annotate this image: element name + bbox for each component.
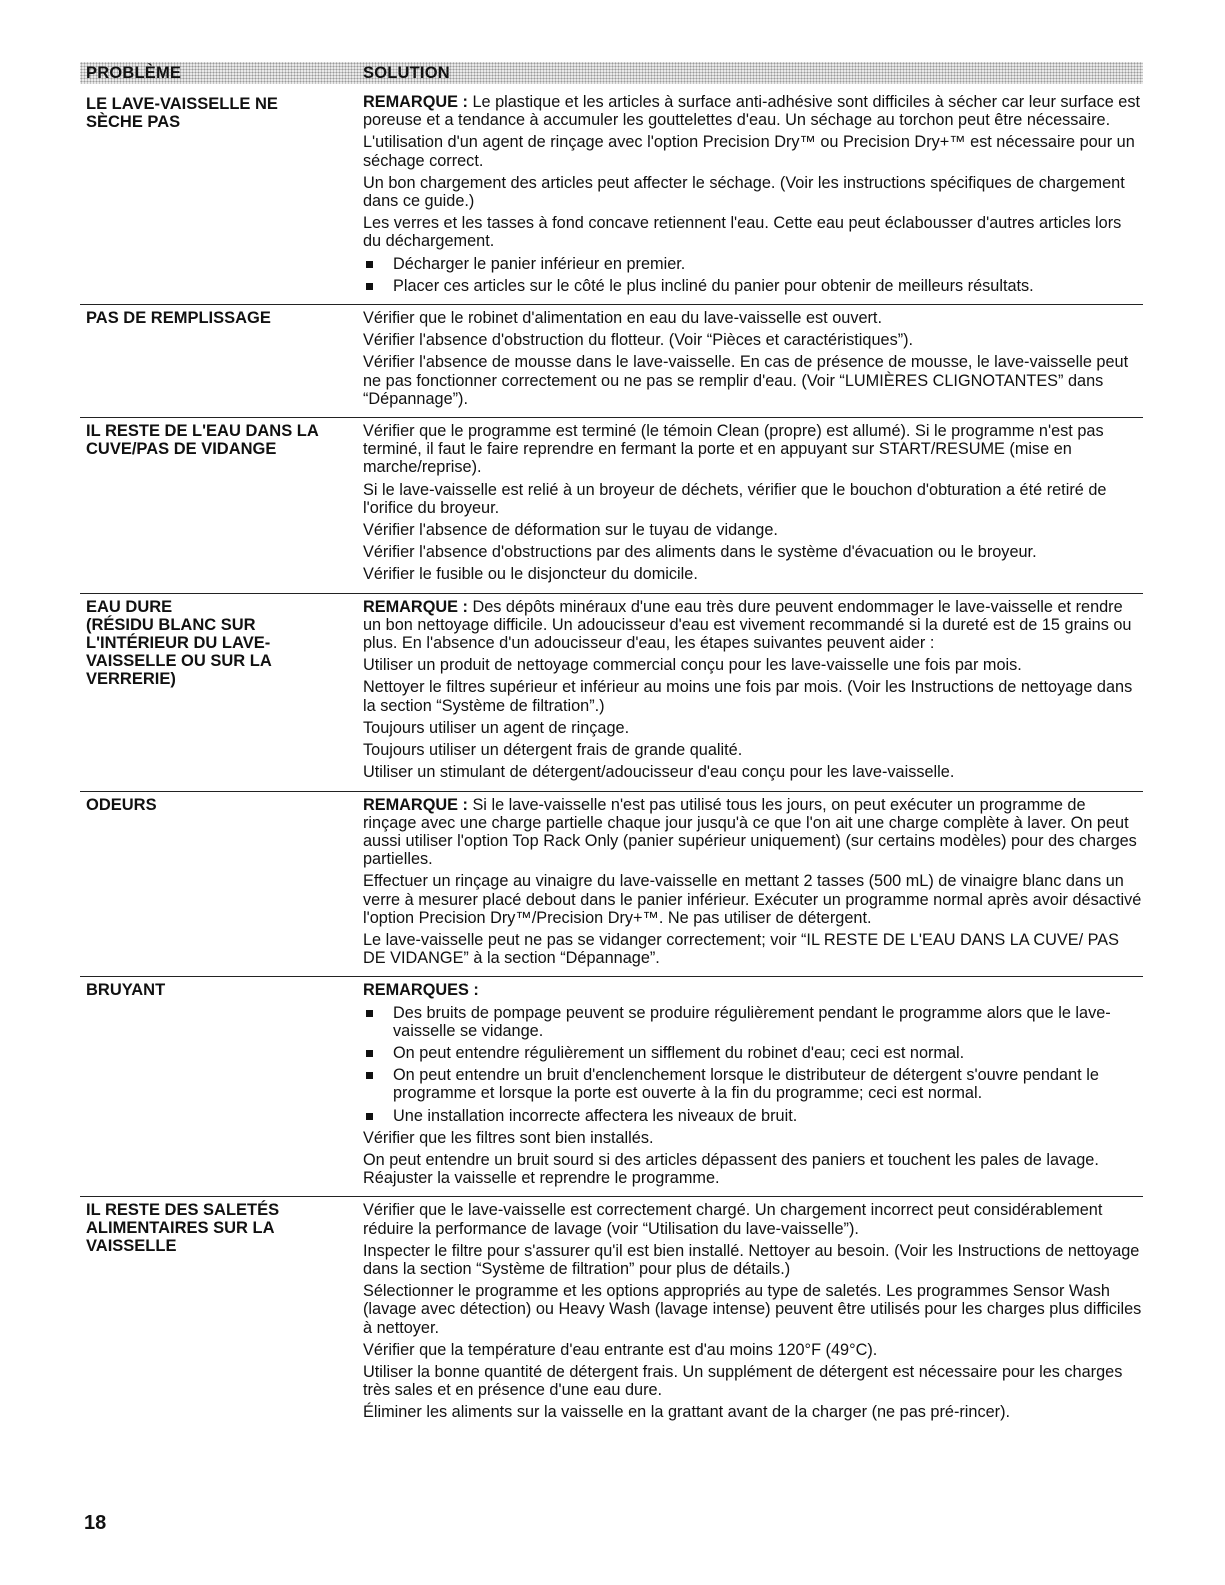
problem-line: CUVE/PAS DE VIDANGE [86, 440, 277, 459]
problem-cell [86, 1201, 346, 1255]
solution-paragraph [363, 1363, 1143, 1399]
remark-label: REMARQUES : [363, 981, 479, 1000]
table-row [80, 976, 1143, 1196]
solution-text: Le lave-vaisselle peut ne pas se vidanger correctement; voir “IL RESTE DE L'EAU DANS LA CUVE/ PAS DE VIDANGE” à la section “Dépannage”. [363, 930, 1119, 968]
solution-paragraph [363, 1341, 1143, 1359]
solution-paragraph [363, 309, 1143, 327]
solution-paragraph [363, 521, 1143, 539]
remark-label: REMARQUE : [363, 93, 468, 111]
problem-cell [86, 796, 346, 814]
solution-text: Toujours utiliser un agent de rinçage. [363, 718, 630, 737]
problem-line: EAU DURE [86, 597, 173, 616]
table-header-bar [80, 62, 1143, 84]
table-row [80, 593, 1143, 791]
solution-cell [363, 309, 1143, 417]
solution-paragraph [363, 543, 1143, 561]
solution-text: Placer ces articles sur le côté le plus incliné du panier pour obtenir de meilleurs résultats. [393, 276, 1034, 295]
solution-paragraph [363, 719, 1143, 737]
problem-line: VERRERIE) [86, 669, 176, 688]
bullet-item [363, 255, 1143, 273]
solution-text: L'utilisation d'un agent de rinçage avec l'option Precision Dry™ ou Precision Dry+™ est nécessaire pour un séchage correct. [363, 133, 1135, 170]
problem-line: PAS DE REMPLISSAGE [86, 309, 271, 328]
problem-cell [86, 981, 346, 999]
problem-line: VAISSELLE [86, 1237, 177, 1256]
table-row [80, 791, 1143, 977]
solution-paragraph [363, 656, 1143, 674]
solution-paragraph [363, 1151, 1143, 1187]
solution-paragraph [363, 133, 1143, 169]
solution-paragraph [363, 741, 1143, 759]
solution-text: Vérifier que les filtres sont bien installés. [363, 1128, 654, 1147]
solution-paragraph [363, 678, 1143, 714]
solution-text: Vérifier le fusible ou le disjoncteur du domicile. [363, 565, 698, 584]
solution-text: Décharger le panier inférieur en premier. [393, 254, 686, 273]
bullet-square-icon [366, 1050, 373, 1057]
table-row [80, 91, 1143, 304]
bullet-item [363, 1004, 1143, 1040]
problem-line: SÈCHE PAS [86, 113, 181, 131]
bullet-square-icon [366, 261, 373, 268]
solution-text: Si le lave-vaisselle est relié à un broyeur de déchets, vérifier que le bouchon d'obturation a été retiré de l'orifice du broyeur. [363, 480, 1107, 517]
solution-cell [363, 981, 1143, 1196]
solution-text: Effectuer un rinçage au vinaigre du lave-vaisselle en mettant 2 tasses (500 mL) de vinaigre blanc dans un verre à mesurer placé debout dans le panier inférieur. Exécuter un programme normal après avoir désactivé l'option Precision Dry™/Precision Dry+™. Ne pas utiliser de détergent. [363, 872, 1142, 927]
solution-cell [363, 796, 1143, 977]
solution-text: Éliminer les aliments sur la vaisselle en la grattant avant de la charger (ne pas pré-rincer). [363, 1403, 1011, 1422]
bullet-item [363, 1107, 1143, 1125]
remark-label: REMARQUE : [363, 597, 468, 616]
solution-paragraph [363, 931, 1143, 967]
solution-paragraph [363, 763, 1143, 781]
solution-cell [363, 422, 1143, 593]
problem-line: ODEURS [86, 795, 157, 814]
solution-text: On peut entendre un bruit sourd si des articles dépassent des paniers et touchent les pales de lavage. Réajuster la vaisselle et reprendre le programme. [363, 1150, 1099, 1188]
solution-text: Utiliser un stimulant de détergent/adoucisseur d'eau conçu pour les lave-vaisselle. [363, 763, 955, 782]
solution-text: Toujours utiliser un détergent frais de grande qualité. [363, 741, 743, 760]
solution-text: Vérifier l'absence de déformation sur le tuyau de vidange. [363, 521, 778, 540]
troubleshooting-table [80, 91, 1143, 1431]
solution-text: Utiliser un produit de nettoyage commercial conçu pour les lave-vaisselle une fois par mois. [363, 656, 1022, 675]
bullet-square-icon [366, 1113, 373, 1120]
solution-text: On peut entendre un bruit d'enclenchement lorsque le distributeur de détergent s'ouvre pendant le programme et lorsque la porte est ouverte à la fin du programme; ceci est normal. [393, 1066, 1099, 1103]
bullet-square-icon [366, 283, 373, 290]
bullet-square-icon [366, 1072, 373, 1079]
problem-cell [86, 309, 346, 327]
solution-text: Vérifier que la température d'eau entrante est d'au moins 120°F (49°C). [363, 1340, 878, 1359]
solution-text: Sélectionner le programme et les options appropriés au type de saletés. Les programmes Sensor Wash (lavage avec détection) ou Heavy Wash (lavage intense) peuvent être utilisés pour les charges plus difficiles à nettoyer. [363, 1282, 1142, 1337]
solution-text: Vérifier l'absence d'obstructions par des aliments dans le système d'évacuation ou le broyeur. [363, 543, 1037, 562]
problem-line: L'INTÉRIEUR DU LAVE- [86, 633, 271, 652]
solution-cell [363, 1201, 1143, 1430]
solution-text: Un bon chargement des articles peut affecter le séchage. (Voir les instructions spécifiques de chargement dans ce guide.) [363, 173, 1125, 211]
solution-paragraph [363, 353, 1143, 408]
solution-text: Des dépôts minéraux d'une eau très dure peuvent endommager le lave-vaisselle et rendre un bon nettoyage difficile. Un adoucisseur d'eau est vivement recommandé si la dureté est de 15 grains ou plus. En l'absence d'un adoucisseur d'eau, les étapes suivantes peuvent aider : [363, 597, 1132, 653]
column-header-solution: SOLUTION [363, 64, 450, 82]
solution-text: Vérifier que le lave-vaisselle est correctement chargé. Un chargement incorrect peut considérablement réduire la performance de lavage (voir “Utilisation du lave-vaisselle”). [363, 1201, 1103, 1238]
solution-text: Des bruits de pompage peuvent se produire régulièrement pendant le programme alors que le lave-vaisselle se vidange. [393, 1003, 1111, 1040]
solution-paragraph [363, 422, 1143, 477]
solution-text: Vérifier l'absence d'obstruction du flotteur. (Voir “Pièces et caractéristiques”). [363, 331, 914, 350]
bullet-item [363, 1044, 1143, 1062]
solution-paragraph [363, 1129, 1143, 1147]
remark-label: REMARQUE : [363, 795, 468, 814]
solution-paragraph [363, 481, 1143, 517]
solution-cell [363, 598, 1143, 791]
problem-line: ALIMENTAIRES SUR LA [86, 1219, 275, 1238]
table-row [80, 304, 1143, 417]
problem-line: IL RESTE DE L'EAU DANS LA [86, 422, 319, 441]
table-row [80, 1196, 1143, 1430]
solution-paragraph [363, 1282, 1143, 1337]
problem-cell [86, 598, 346, 688]
solution-paragraph [363, 331, 1143, 349]
problem-line: IL RESTE DES SALETÉS [86, 1201, 280, 1220]
bullet-item [363, 1066, 1143, 1102]
solution-cell [363, 93, 1143, 304]
solution-paragraph [363, 1242, 1143, 1278]
solution-text: Le plastique et les articles à surface anti-adhésive sont difficiles à sécher car leur surface est poreuse et a tendance à accumuler les gouttelettes d'eau. Un séchage au torchon peut être nécessaire. [363, 93, 1141, 130]
problem-line: BRUYANT [86, 981, 166, 1000]
solution-paragraph [363, 565, 1143, 583]
solution-paragraph [363, 872, 1143, 927]
solution-paragraph [363, 981, 1143, 999]
solution-paragraph [363, 214, 1143, 250]
page-number: 18 [84, 1512, 107, 1534]
solution-paragraph [363, 1201, 1143, 1237]
solution-paragraph [363, 598, 1143, 653]
bullet-square-icon [366, 1010, 373, 1017]
solution-text: Vérifier que le robinet d'alimentation en eau du lave-vaisselle est ouvert. [363, 309, 882, 328]
problem-line: (RÉSIDU BLANC SUR [86, 615, 256, 634]
solution-text: Inspecter le filtre pour s'assurer qu'il est bien installé. Nettoyer au besoin. (Voir les Instructions de nettoyage dans la section “Système de filtration” pour plus de détails.) [363, 1241, 1140, 1278]
solution-text: Les verres et les tasses à fond concave retiennent l'eau. Cette eau peut éclabousser d'autres articles lors du déchargement. [363, 214, 1122, 251]
solution-paragraph [363, 1403, 1143, 1421]
table-row [80, 417, 1143, 593]
column-header-problem: PROBLÈME [86, 64, 182, 82]
solution-text: Une installation incorrecte affectera les niveaux de bruit. [393, 1106, 798, 1125]
bullet-item [363, 277, 1143, 295]
solution-text: Si le lave-vaisselle n'est pas utilisé tous les jours, on peut exécuter un programme de rinçage avec une charge partielle chaque jour jusqu'à ce que l'on ait une charge complète à laver. On peut aussi utiliser l'option Top Rack Only (panier supérieur uniquement) (sur certains modèles) pour des charges partielles. [363, 795, 1137, 869]
problem-line: LE LAVE-VAISSELLE NE [86, 95, 278, 113]
solution-paragraph [363, 174, 1143, 210]
solution-text: Vérifier que le programme est terminé (le témoin Clean (propre) est allumé). Si le programme n'est pas terminé, il faut le faire reprendre en fermant la porte et en appuyant sur START/RESUME (mise en marche/reprise). [363, 422, 1104, 477]
problem-cell [86, 95, 346, 131]
solution-paragraph [363, 93, 1143, 129]
solution-paragraph [363, 796, 1143, 869]
problem-cell [86, 422, 346, 458]
solution-text: On peut entendre régulièrement un sifflement du robinet d'eau; ceci est normal. [393, 1043, 965, 1062]
problem-line: VAISSELLE OU SUR LA [86, 651, 272, 670]
solution-text: Utiliser la bonne quantité de détergent frais. Un supplément de détergent est nécessaire pour les charges très sales et en présence d'une eau dure. [363, 1362, 1123, 1400]
solution-text: Nettoyer le filtres supérieur et inférieur au moins une fois par mois. (Voir les Instructions de nettoyage dans la section “Système de filtration”.) [363, 678, 1133, 715]
solution-text: Vérifier l'absence de mousse dans le lave-vaisselle. En cas de présence de mousse, le lave-vaisselle peut ne pas fonctionner correctement ou ne pas se remplir d'eau. (Voir “LUMIÈRES CLIGNOTANTES” dans “Dépannage”). [363, 353, 1129, 408]
